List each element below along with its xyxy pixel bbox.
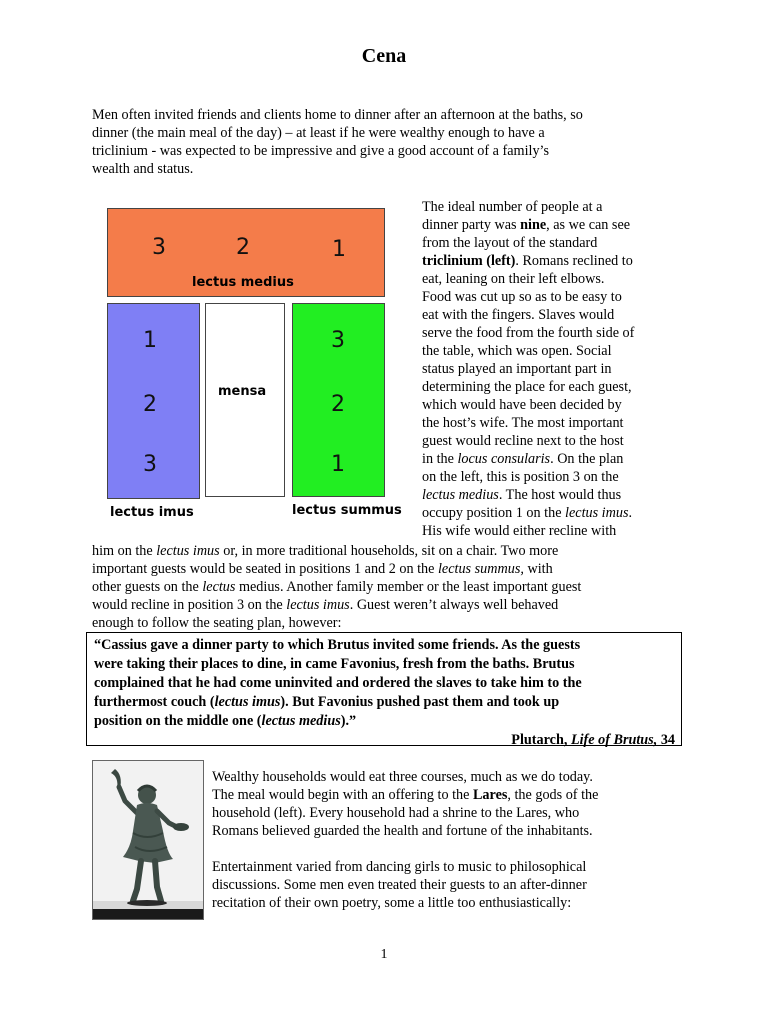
intro-line: wealth and status. (92, 161, 194, 177)
emphasis: triclinium (left) (422, 253, 516, 269)
text-line (422, 342, 680, 360)
quote-source (94, 731, 675, 750)
intro-paragraph (92, 106, 652, 178)
lectus-medius-label: lectus medius (192, 275, 294, 290)
lectus-summus-label: lectus summus (292, 503, 402, 518)
work-title: Life of Brutus, (570, 732, 658, 748)
seat-number: 2 (143, 392, 157, 417)
text: with (523, 561, 553, 577)
latin-term: lectus imus (156, 543, 220, 559)
latin-term: lectus imus (214, 694, 281, 710)
text: dinner party was (422, 217, 521, 233)
intro-line: dinner (the main meal of the day) – at least if he were wealthy enough to have a (92, 125, 545, 141)
text: Food was cut up so as to be easy to (422, 289, 622, 305)
text: The meal would begin with an offering to the (212, 787, 473, 803)
seat-number: 1 (331, 452, 345, 477)
text: position on the middle one ( (94, 713, 262, 729)
text-line (422, 414, 680, 432)
latin-term: locus consularis (457, 451, 551, 467)
quote-line (94, 712, 675, 731)
text: ).” (340, 713, 357, 729)
text: status played an important part in (422, 361, 612, 377)
meal-paragraphs (212, 768, 682, 912)
text: . On the plan (550, 451, 624, 467)
text-line: Romans believed guarded the health and fortune of the inhabitants. (212, 823, 593, 839)
text-line (422, 396, 680, 414)
text: furthermost couch ( (94, 694, 215, 710)
seat-number: 3 (331, 328, 345, 353)
lectus-medius-couch (107, 208, 385, 297)
text-line: Wealthy households would eat three courses, much as we do today. (212, 769, 593, 785)
text-line (422, 522, 680, 540)
text: determining the place for each guest, (422, 379, 632, 395)
text-line: recitation of their own poetry, some a little too enthusiastically: (212, 895, 572, 911)
text: . Romans reclined to (515, 253, 633, 269)
text: medius. Another family member or the least important guest (235, 579, 582, 595)
text: , the gods of the (507, 787, 599, 803)
mensa-label: mensa (218, 384, 267, 399)
seating-paragraph (92, 542, 682, 632)
text-line (422, 450, 680, 468)
latin-term: lectus (202, 579, 236, 595)
lectus-imus-couch (107, 303, 200, 499)
text-line (422, 324, 680, 342)
text: the host’s wife. The most important (422, 415, 624, 431)
text-line (92, 560, 682, 578)
text: occupy position 1 on the (422, 505, 566, 521)
seat-number: 3 (143, 452, 157, 477)
intro-line: triclinium - was expected to be impressive and give a good account of a family’s (92, 143, 550, 159)
text-line (422, 198, 680, 216)
statue-figure-icon (93, 761, 203, 919)
text-line (92, 596, 682, 614)
text: other guests on the (92, 579, 203, 595)
latin-term: lectus medius (422, 487, 499, 503)
text-line (422, 486, 680, 504)
quote-line: complained that he had come uninvited and ordered the slaves to take him to the (94, 675, 582, 691)
text: His wife would either recline with (422, 523, 617, 539)
text-line (422, 216, 680, 234)
text-line (212, 786, 682, 804)
intro-line: Men often invited friends and clients home to dinner after an afternoon at the baths, so (92, 107, 583, 123)
text: the table, which was open. Social (422, 343, 612, 359)
text: , as we can see (546, 217, 631, 233)
quote-line (94, 693, 675, 712)
quote-line: were taking their places to dine, in came Favonius, fresh from the baths. Brutus (94, 656, 575, 672)
text: guest would recline next to the host (422, 433, 624, 449)
emphasis: Lares (472, 787, 508, 803)
text: . The host would thus (498, 487, 622, 503)
latin-term: lectus imus (565, 505, 629, 521)
paragraph-gap (212, 840, 682, 858)
text: which would have been decided by (422, 397, 622, 413)
text-line (422, 234, 680, 252)
seat-number: 3 (152, 235, 166, 260)
text: ). But Favonius pushed past them and took up (280, 694, 560, 710)
seat-number: 1 (332, 237, 346, 262)
lares-statue-image (92, 760, 204, 920)
text-line (422, 270, 680, 288)
lectus-imus-label: lectus imus (110, 505, 194, 520)
seat-number: 2 (331, 392, 345, 417)
text: serve the food from the fourth side of (422, 325, 635, 341)
text: eat, leaning on their left elbows. (422, 271, 605, 287)
text-line (422, 378, 680, 396)
text: would recline in position 3 on the (92, 597, 287, 613)
latin-term: lectus medius (261, 713, 341, 729)
text: on the left, this is position 3 on the (422, 469, 619, 485)
latin-term: lectus summus, (437, 561, 524, 577)
lectus-summus-couch (292, 303, 385, 497)
seat-number: 2 (236, 235, 250, 260)
text-line (422, 360, 680, 378)
text-line (422, 504, 680, 522)
text-line: Entertainment varied from dancing girls to music to philosophical (212, 859, 587, 875)
quote-line: “Cassius gave a dinner party to which Brutus invited some friends. As the guests (94, 637, 581, 653)
text-line (92, 542, 682, 560)
text: 34 (657, 732, 675, 748)
text: him on the (92, 543, 157, 559)
text-line (422, 288, 680, 306)
page-number: 1 (380, 947, 388, 962)
page-title: Cena (361, 45, 407, 67)
text-line (422, 252, 680, 270)
text: eat with the fingers. Slaves would (422, 307, 615, 323)
text: from the layout of the standard (422, 235, 598, 251)
text-line (422, 306, 680, 324)
text-line (422, 432, 680, 450)
seat-number: 1 (143, 328, 157, 353)
text-line: household (left). Every household had a shrine to the Lares, who (212, 805, 580, 821)
text-line (92, 578, 682, 596)
text: important guests would be seated in positions 1 and 2 on the (92, 561, 438, 577)
text: . (628, 505, 633, 521)
text: Plutarch, (511, 732, 571, 748)
text-line (92, 614, 682, 632)
text: or, in more traditional households, sit on a chair. Two more (219, 543, 559, 559)
text: enough to follow the seating plan, however: (92, 615, 342, 631)
plutarch-quote-box (86, 632, 682, 746)
text-line: discussions. Some men even treated their guests to an after-dinner (212, 877, 587, 893)
side-paragraph (422, 198, 680, 540)
text-line (422, 468, 680, 486)
latin-term: lectus imus (286, 597, 350, 613)
mensa-table (205, 303, 285, 497)
text: The ideal number of people at a (422, 199, 603, 215)
text: . Guest weren’t always well behaved (349, 597, 559, 613)
emphasis: nine (520, 217, 547, 233)
text: in the (422, 451, 458, 467)
